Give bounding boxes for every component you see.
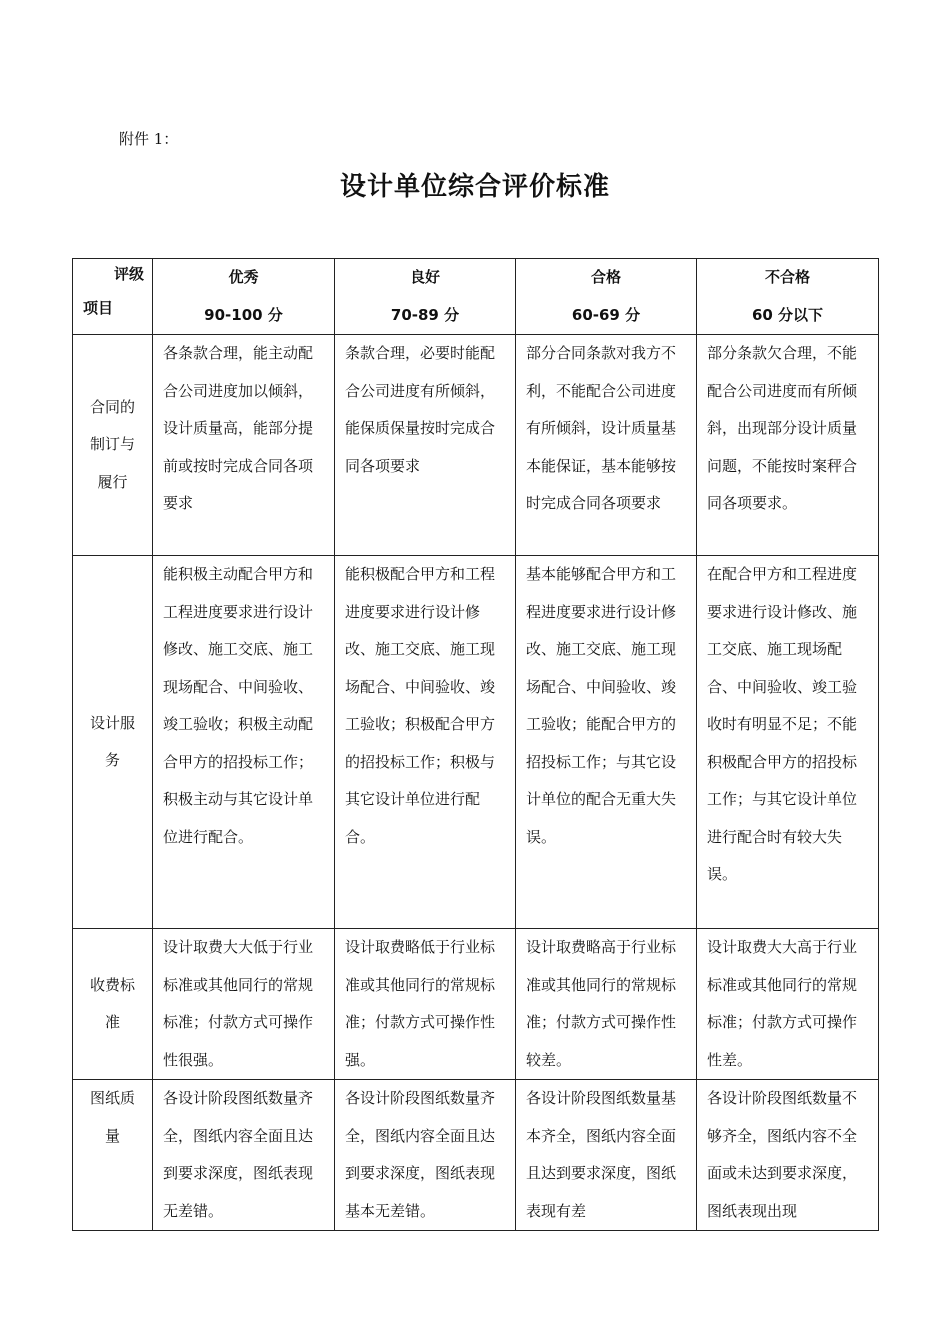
- table-cell: 设计取费略高于行业标准或其他同行的常规标准；付款方式可操作性较差。: [516, 929, 697, 1080]
- table-cell: 能积极主动配合甲方和工程进度要求进行设计修改、施工交底、施工现场配合、中间验收、竣工验收；积极主动配合甲方的招投标工作；积极主动与其它设计单位进行配合。: [153, 556, 335, 929]
- evaluation-table: [72, 258, 879, 1231]
- table-cell: 部分条款欠合理，不能配合公司进度而有所倾斜，出现部分设计质量问题，不能按时案秤合同各项要求。: [697, 335, 879, 556]
- table-cell: 各条款合理，能主动配合公司进度加以倾斜，设计质量高，能部分提前或按时完成合同各项要求: [153, 335, 335, 556]
- level-range: 90-100 分: [204, 305, 283, 324]
- level-range: 60 分以下: [751, 305, 824, 324]
- table-cell: 各设计阶段图纸数量基本齐全，图纸内容全面且达到要求深度，图纸表现有差: [516, 1080, 697, 1231]
- table-cell: 各设计阶段图纸数量不够齐全，图纸内容不全面或未达到要求深度，图纸表现出现: [697, 1080, 879, 1231]
- table-row: [73, 929, 879, 1080]
- table-cell: 设计取费大大高于行业标准或其他同行的常规标准；付款方式可操作性差。: [697, 929, 879, 1080]
- row-item-label: 图纸质量: [73, 1080, 153, 1231]
- table-cell: 设计取费大大低于行业标准或其他同行的常规标准；付款方式可操作性很强。: [153, 929, 335, 1080]
- table-header-row: [73, 259, 879, 335]
- table-row: [73, 335, 879, 556]
- page-title: 设计单位综合评价标准: [339, 172, 610, 202]
- header-good: [335, 259, 516, 335]
- table-cell: 设计取费略低于行业标准或其他同行的常规标准；付款方式可操作性强。: [335, 929, 516, 1080]
- header-excellent: [153, 259, 335, 335]
- row-item-label: 收费标准: [73, 929, 153, 1080]
- table-cell: 各设计阶段图纸数量齐全，图纸内容全面且达到要求深度，图纸表现无差错。: [153, 1080, 335, 1231]
- table-cell: 条款合理，必要时能配合公司进度有所倾斜，能保质保量按时完成合同各项要求: [335, 335, 516, 556]
- row-item-label: 合同的制订与履行: [73, 335, 153, 556]
- item-label: 项目: [83, 299, 114, 317]
- header-fail: [697, 259, 879, 335]
- header-corner-cell: [73, 259, 153, 335]
- table-row: [73, 556, 879, 929]
- level-name: 良好: [409, 268, 440, 286]
- level-name: 不合格: [764, 268, 810, 286]
- level-range: 60-69 分: [571, 305, 641, 324]
- level-name: 合格: [590, 268, 621, 286]
- table-cell: 部分合同条款对我方不利，不能配合公司进度有所倾斜，设计质量基本能保证，基本能够按时完成合同各项要求: [516, 335, 697, 556]
- header-pass: [516, 259, 697, 335]
- table-cell: 各设计阶段图纸数量齐全，图纸内容全面且达到要求深度，图纸表现基本无差错。: [335, 1080, 516, 1231]
- row-item-label: 设计服务: [73, 556, 153, 929]
- level-name: 优秀: [228, 268, 259, 286]
- table-row: [73, 1080, 879, 1231]
- table-cell: 基本能够配合甲方和工程进度要求进行设计修改、施工交底、施工现场配合、中间验收、竣工验收；能配合甲方的招投标工作；与其它设计单位的配合无重大失误。: [516, 556, 697, 929]
- attachment-label: 附件 1：: [119, 130, 179, 148]
- rating-label: 评级: [113, 265, 144, 283]
- table-cell: 在配合甲方和工程进度要求进行设计修改、施工交底、施工现场配合、中间验收、竣工验收时有明显不足；不能积极配合甲方的招投标工作；与其它设计单位进行配合时有较大失误。: [697, 556, 879, 929]
- table-cell: 能积极配合甲方和工程进度要求进行设计修改、施工交底、施工现场配合、中间验收、竣工验收；积极配合甲方的招投标工作；积极与其它设计单位进行配合。: [335, 556, 516, 929]
- level-range: 70-89 分: [390, 305, 460, 324]
